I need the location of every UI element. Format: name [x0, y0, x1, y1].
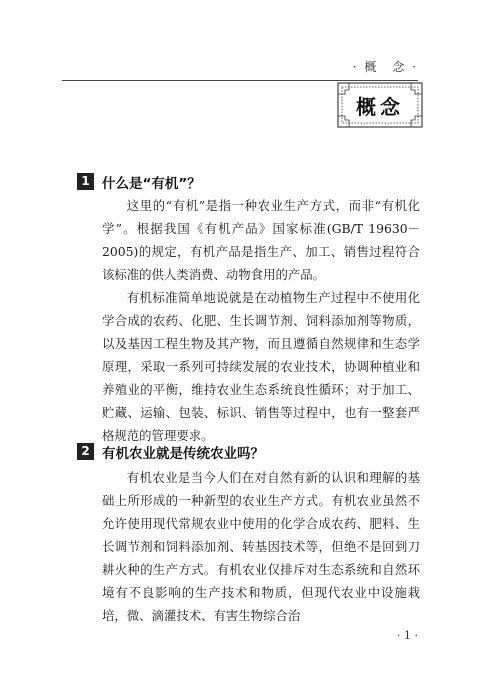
badge-label: 概念 [356, 95, 404, 119]
paragraph: 有机标准简单地说就是在动植物生产过程中不使用化学合成的农药、化肥、生长调节剂、饲料添加剂等物质，以及基因工程生物及其产物，而且遵循自然规律和生态学原理，采取一系列可持续发展的农业技术，协调种植业和养殖业的平衡，维持农业生态系统良性循环；对于加工、贮藏、运输、包装、标识、销售等过程中，也有一整套严格规范的管理要求。 [102, 290, 420, 443]
page-number: · 1 · [397, 629, 418, 642]
running-header [62, 58, 418, 78]
chapter-badge [337, 82, 423, 128]
running-head-text: · 概 念 · [352, 60, 418, 74]
paragraph: 这里的“有机”是指一种农业生产方式，而非“有机化学”。根据我国《有机产品》国家标准(GB/T 19630－2005)的规定，有机产品是指生产、加工、销售过程符合该标准的供人类消费、动物食用的产品。 [102, 198, 420, 282]
paragraph: 有机农业是当今人们在对自然有新的认识和理解的基础上所形成的一种新型的农业生产方式。有机农业虽然不允许使用现代常规农业中使用的化学合成农药、肥料、生长调节剂和饲料添加剂、转基因技术等，但绝不是回到刀耕火种的生产方式。有机农业仅排斥对生态系统和自然环境有不良影响的生产技术和物质，但现代农业中设施栽培，微、滴灌技术、有害生物综合治 [102, 470, 420, 623]
header-rule [62, 80, 418, 81]
question-title: 有机农业就是传统农业吗？ [102, 446, 264, 462]
question-number: 2 [77, 443, 94, 460]
question-number: 1 [77, 173, 94, 190]
question-title: 什么是“有机”？ [102, 176, 201, 192]
